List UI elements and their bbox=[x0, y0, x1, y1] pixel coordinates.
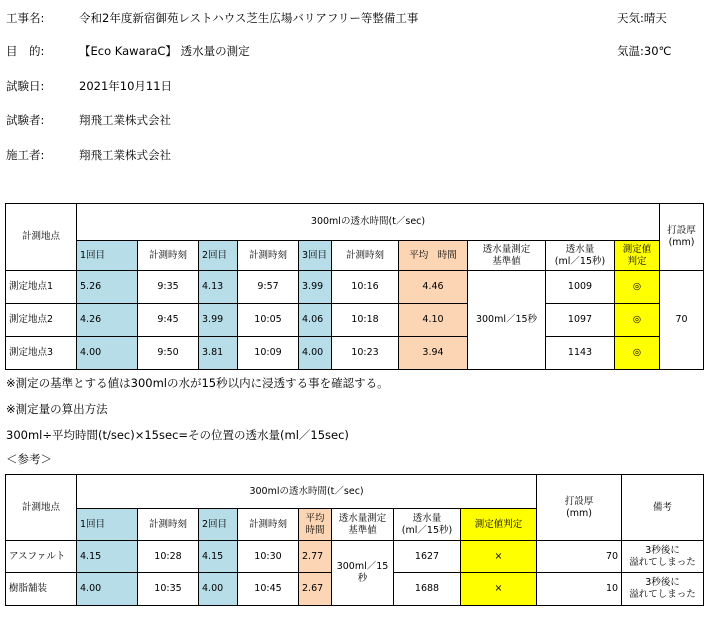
value-cell: 4.13 bbox=[199, 271, 238, 304]
note-method: ※測定量の算出方法 bbox=[6, 402, 108, 416]
remark-cell: 3秒後に 溢れてしまった bbox=[622, 573, 704, 606]
value-cell: 10:18 bbox=[332, 304, 399, 337]
purpose-label: 目 的: bbox=[6, 44, 45, 58]
value-cell: 4.00 bbox=[77, 573, 138, 606]
judge-cell: × bbox=[461, 541, 537, 573]
point-header: 計測地点 bbox=[6, 475, 77, 541]
thickness-cell: 10 bbox=[537, 573, 622, 606]
value-cell: 9:45 bbox=[138, 304, 199, 337]
flow-cell: 1143 bbox=[546, 337, 615, 370]
value-cell: 10:09 bbox=[238, 337, 299, 370]
measurement-table bbox=[5, 203, 704, 370]
remarks-header: 備考 bbox=[622, 475, 704, 541]
project-label: 工事名: bbox=[6, 11, 45, 25]
point-cell: 測定地点2 bbox=[6, 304, 77, 337]
contractor-label: 施工者: bbox=[6, 148, 45, 162]
col-header-1st: 1回目 bbox=[77, 509, 138, 541]
table-row bbox=[6, 271, 704, 304]
col-header-standard: 透水量測定 基準値 bbox=[468, 241, 546, 271]
table-row bbox=[6, 337, 704, 370]
value-cell: 3.81 bbox=[199, 337, 238, 370]
time-header: 300mlの透水時間(t／sec) bbox=[77, 475, 537, 509]
col-header-flow: 透水量 (ml／15秒) bbox=[546, 241, 615, 271]
thickness-header: 打設厚 (mm) bbox=[537, 475, 622, 541]
point-cell: 測定地点1 bbox=[6, 271, 77, 304]
tester-value: 翔飛工業株式会社 bbox=[79, 113, 171, 127]
value-cell: 10:35 bbox=[138, 573, 199, 606]
thickness-cell: 70 bbox=[660, 271, 704, 370]
reference-label: ＜参考＞ bbox=[6, 452, 52, 466]
flow-cell: 1009 bbox=[546, 271, 615, 304]
temperature: 気温:30℃ bbox=[617, 44, 672, 58]
flow-cell: 1688 bbox=[394, 573, 461, 606]
formula: 300ml÷平均時間(t/sec)×15sec=その位置の透水量(ml／15sec) bbox=[6, 428, 349, 442]
col-header-time: 計測時刻 bbox=[138, 241, 199, 271]
remark-cell: 3秒後に 溢れてしまった bbox=[622, 541, 704, 573]
value-cell: 9:50 bbox=[138, 337, 199, 370]
judge-cell: ◎ bbox=[615, 304, 660, 337]
col-header-judge: 測定値判定 bbox=[461, 509, 537, 541]
value-cell: 4.15 bbox=[199, 541, 238, 573]
value-cell: 4.00 bbox=[199, 573, 238, 606]
col-header-judge: 測定値 判定 bbox=[615, 241, 660, 271]
col-header-time: 計測時刻 bbox=[238, 241, 299, 271]
value-cell: 10:23 bbox=[332, 337, 399, 370]
flow-cell: 1097 bbox=[546, 304, 615, 337]
point-header: 計測地点 bbox=[6, 204, 77, 271]
contractor-value: 翔飛工業株式会社 bbox=[79, 148, 171, 162]
col-header-2nd: 2回目 bbox=[199, 509, 238, 541]
average-cell: 3.94 bbox=[399, 337, 468, 370]
weather: 天気:晴天 bbox=[617, 11, 667, 25]
average-cell: 2.77 bbox=[299, 541, 332, 573]
time-header: 300mlの透水時間(t／sec) bbox=[77, 204, 660, 241]
value-cell: 4.15 bbox=[77, 541, 138, 573]
value-cell: 5.26 bbox=[77, 271, 138, 304]
purpose-value: 【Eco KawaraC】 透水量の測定 bbox=[79, 44, 250, 58]
col-header-3rd: 3回目 bbox=[299, 241, 332, 271]
value-cell: 10:30 bbox=[238, 541, 299, 573]
value-cell: 3.99 bbox=[299, 271, 332, 304]
value-cell: 4.06 bbox=[299, 304, 332, 337]
point-cell: アスファルト bbox=[6, 541, 77, 573]
value-cell: 3.99 bbox=[199, 304, 238, 337]
point-cell: 測定地点3 bbox=[6, 337, 77, 370]
tester-label: 試験者: bbox=[6, 113, 45, 127]
date-value: 2021年10月11日 bbox=[79, 79, 173, 93]
project-value: 令和2年度新宿御苑レストハウス芝生広場バリアフリー等整備工事 bbox=[79, 11, 419, 25]
value-cell: 10:45 bbox=[238, 573, 299, 606]
col-header-average: 平均 時間 bbox=[299, 509, 332, 541]
col-header-standard: 透水量測定 基準値 bbox=[332, 509, 394, 541]
note-standard: ※測定の基準とする値は300mlの水が15秒以内に浸透する事を確認する。 bbox=[6, 376, 389, 390]
value-cell: 10:16 bbox=[332, 271, 399, 304]
col-header-flow: 透水量 (ml／15秒) bbox=[394, 509, 461, 541]
value-cell: 9:57 bbox=[238, 271, 299, 304]
date-label: 試験日: bbox=[6, 79, 45, 93]
table-row bbox=[6, 541, 704, 573]
col-header-time: 計測時刻 bbox=[332, 241, 399, 271]
col-header-time: 計測時刻 bbox=[238, 509, 299, 541]
col-header-2nd: 2回目 bbox=[199, 241, 238, 271]
value-cell: 4.00 bbox=[299, 337, 332, 370]
thickness-header: 打設厚 (mm) bbox=[660, 204, 704, 271]
thickness-cell: 70 bbox=[537, 541, 622, 573]
value-cell: 10:28 bbox=[138, 541, 199, 573]
average-cell: 4.10 bbox=[399, 304, 468, 337]
judge-cell: ◎ bbox=[615, 271, 660, 304]
table-row bbox=[6, 304, 704, 337]
point-cell: 樹脂舗装 bbox=[6, 573, 77, 606]
average-cell: 2.67 bbox=[299, 573, 332, 606]
value-cell: 10:05 bbox=[238, 304, 299, 337]
value-cell: 4.00 bbox=[77, 337, 138, 370]
flow-cell: 1627 bbox=[394, 541, 461, 573]
col-header-average: 平均 時間 bbox=[399, 241, 468, 271]
value-cell: 9:35 bbox=[138, 271, 199, 304]
standard-cell: 300ml／15秒 bbox=[468, 271, 546, 370]
col-header-time: 計測時刻 bbox=[138, 509, 199, 541]
judge-cell: × bbox=[461, 573, 537, 606]
judge-cell: ◎ bbox=[615, 337, 660, 370]
average-cell: 4.46 bbox=[399, 271, 468, 304]
value-cell: 4.26 bbox=[77, 304, 138, 337]
reference-table bbox=[5, 474, 704, 606]
col-header-1st: 1回目 bbox=[77, 241, 138, 271]
standard-cell: 300ml／15 秒 bbox=[332, 541, 394, 606]
